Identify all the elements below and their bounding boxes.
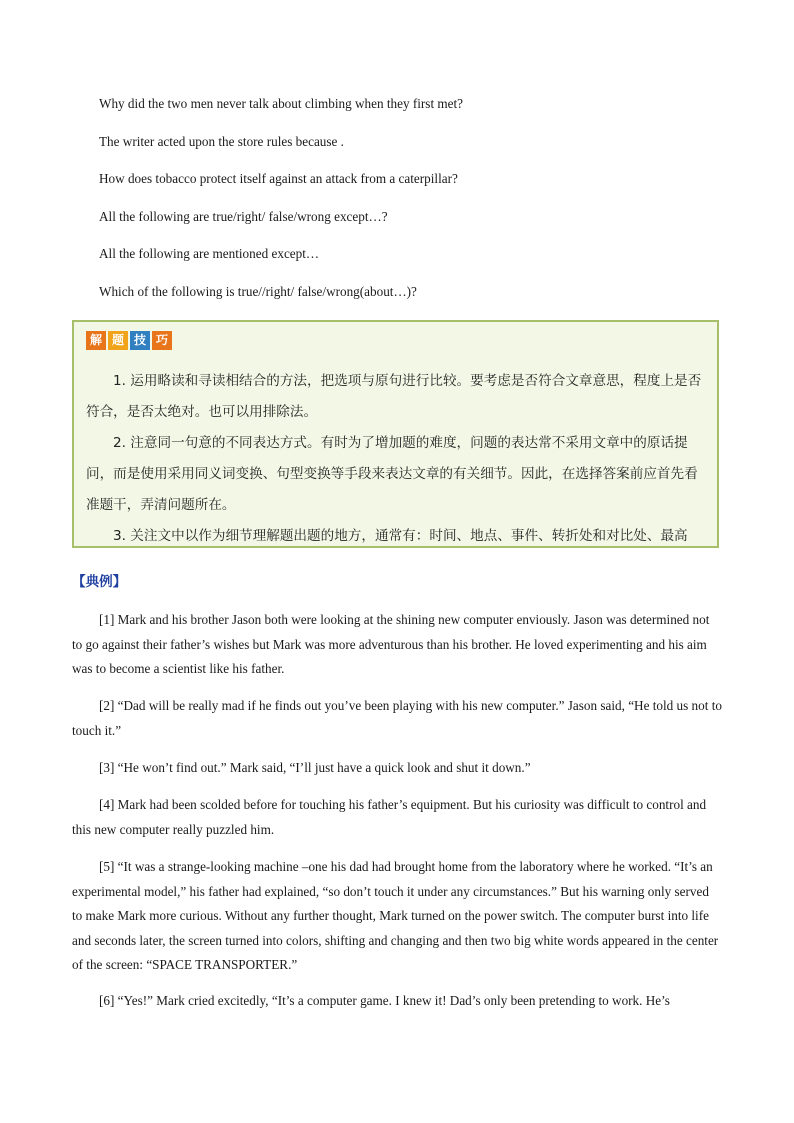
tips-box xyxy=(72,320,719,548)
passage-paragraph: [2] “Dad will be really mad if he finds out you’ve been playing with his new computer.” Jason said, “He told us not to touch it.” xyxy=(72,698,722,738)
passage-paragraph: [1] Mark and his brother Jason both were looking at the shining new computer enviously. Jason was determined not to go against their father’s wishes but Mark was more adventurous than his brother. He loved experimenting and his aim was to become a scientist like his father. xyxy=(72,612,710,676)
question-item: Which of the following is true//right/ false/wrong(about…)? xyxy=(99,284,417,299)
passage-paragraph: [6] “Yes!” Mark cried excitedly, “It’s a computer game. I knew it! Dad’s only been pretending to work. He’s xyxy=(99,993,670,1008)
tips-tag xyxy=(86,331,172,350)
tips-tag-char: 巧 xyxy=(152,331,172,350)
passage-paragraph: [5] “It was a strange-looking machine –one his dad had brought home from the laboratory where he worked. “It’s an experimental model,” his father had explained, “so don’t touch it under any circumstances.” But his warning only served to make Mark more curious. Without any further thought, Mark turned on the power switch. The computer burst into life and seconds later, the screen turned into colors, shifting and changing and then two big white words appeared in the center of the screen: “SPACE TRANSPORTER.” xyxy=(72,859,719,972)
tips-tag-char: 技 xyxy=(130,331,150,350)
question-item: Why did the two men never talk about climbing when they first met? xyxy=(99,96,464,111)
passage-paragraph: [3] “He won’t find out.” Mark said, “I’ll just have a quick look and shut it down.” xyxy=(99,760,531,775)
tips-tag-char: 解 xyxy=(86,331,106,350)
tips-tag-char: 题 xyxy=(108,331,128,350)
question-item: The writer acted upon the store rules because . xyxy=(99,134,344,149)
tip-item: 3. 关注文中以作为细节理解题出题的地方，通常有：时间、地点、事件、转折处和对比处、最高 xyxy=(113,528,688,544)
question-item: How does tobacco protect itself against an attack from a caterpillar? xyxy=(99,171,458,186)
question-item: All the following are mentioned except… xyxy=(99,246,320,261)
question-item: All the following are true/right/ false/wrong except…? xyxy=(99,209,388,224)
example-title: 【典例】 xyxy=(72,574,127,590)
passage-paragraph: [4] Mark had been scolded before for touching his father’s equipment. But his curiosity was difficult to control and this new computer really puzzled him. xyxy=(72,797,707,837)
tip-item: 1. 运用略读和寻读相结合的方法，把选项与原句进行比较。要考虑是否符合文章意思，程度上是否符合，是否太绝对。也可以用排除法。 xyxy=(86,373,702,420)
tip-item: 2. 注意同一句意的不同表达方式。有时为了增加题的难度，问题的表达常不采用文章中的原话提问，而是使用采用同义词变换、句型变换等手段来表达文章的有关细节。因此，在选择答案前应首先看准题干，弄清问题所在。 xyxy=(86,435,698,513)
